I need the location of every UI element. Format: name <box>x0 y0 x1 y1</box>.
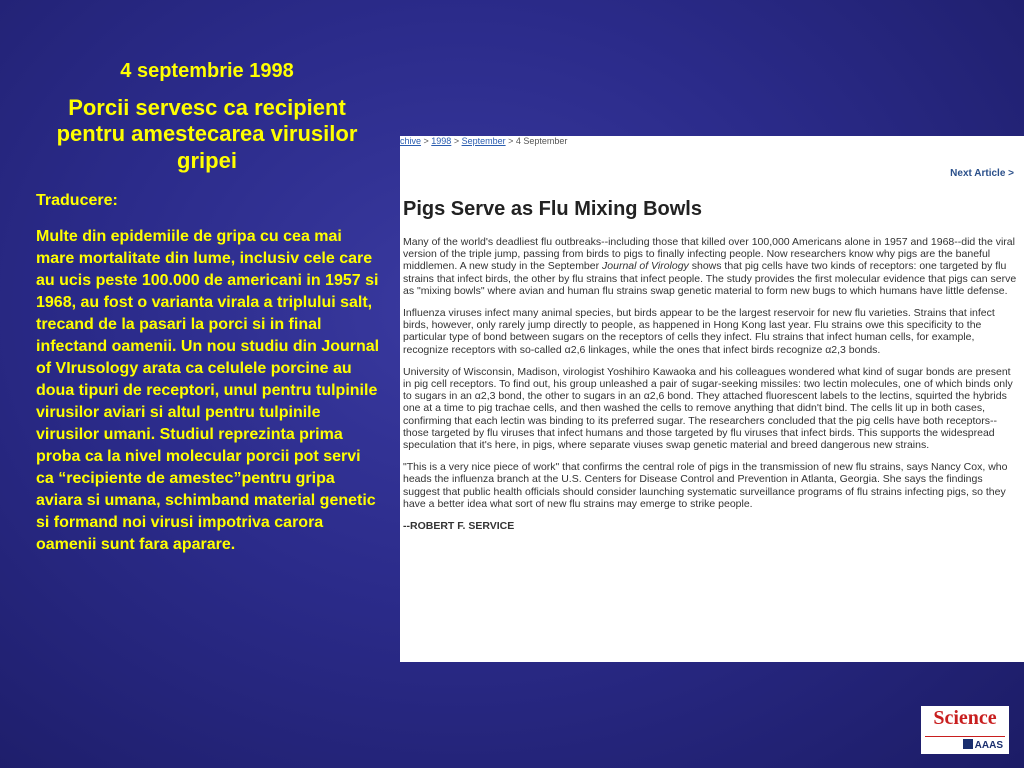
article-paragraph-1: Many of the world's deadliest flu outbreaks--including those that killed over 100,000 Americans alone in 1957 and 1968--did the viral version of the triple jump, passing from birds to pigs to finally infecting people. Now researchers know why pigs are the baneful middlemen. A new study in the September Journal of Virology shows that pig cells have two kinds of receptors: one targeted by flu strains that infect birds, the other by flu strains that infect people. The study provides the first molecular evidence that pigs can serve as "mixing bowls" where avian and human flu strains swap genetic material to form new bugs to which humans have little defense. <box>403 236 1017 297</box>
breadcrumb-year-link[interactable]: 1998 <box>431 136 452 146</box>
slide-date: 4 septembrie 1998 <box>120 60 294 82</box>
logo-rule <box>925 736 1005 737</box>
article-paragraph-2: Influenza viruses infect many animal species, but birds appear to be the largest reservoir for new flu varieties. Strains that infect birds, however, only rarely jump directly to people, as happened in Hong Kong last year. Flu strains owe this specificity to the particular type of bond between sugars on the receptors of cells they infect. Flu strains that infect human cells, for example, recognize receptors with so-called α2,6 linkages, while the ones that infect birds recognize α2,3 bonds. <box>403 307 995 356</box>
translation-text: Multe din epidemiile de gripa cu cea mai mare mortalitate din lume, inclusiv cele care au ucis peste 100.000 de americani in 1957 si 1968, au fost o varianta virala a triplului salt, trecand de la pasari la porci si in final infectand oamenii. Un nou studiu din Journal of VIrusology arata ca celulele porcine au doua tipuri de receptori, unul pentru tulpinile virusilor aviari si altul pentru tulpinile virusilor umani. Studiul reprezinta prima proba ca la nivel molecular porcii pot servi ca “recipiente de amestec”pentru gripa aviara si umana, schimband material genetic si formand noi virusi impotriva carora oamenii sunt fara aparare. <box>36 228 380 554</box>
translation-label: Traducere: <box>36 192 118 210</box>
article-headline: Pigs Serve as Flu Mixing Bowls <box>403 198 702 220</box>
article-paragraph-3: University of Wisconsin, Madison, virologist Yoshihiro Kawaoka and his colleagues wondered what kind of sugar bonds are present in pig cell receptors. To find out, his group unleashed a pair of sugar-seeking missiles: two lectin molecules, one of which binds only to sugars in an α2,3 bond, the other to sugars in an α2,6 bond. They attached fluorescent labels to the lectins, squirted the hybrids one at a time to pig trachae cells, and then washed the cells to remove anything that didn't bind. The cells lit up in both cases, confirming that each lectin was binding to its preferred sugar. The researchers concluded that the pig cells have both receptors--those targeted by flu viruses that infect humans and those targeted by flu viruses that infect birds. This supports the widespread speculation that it's here, in pigs, where separate viuses swap genetic material and breed dangerous new strains. <box>403 365 1013 452</box>
next-article-link[interactable]: Next Article > <box>950 168 1014 179</box>
breadcrumb-archive-link[interactable]: chive <box>400 136 422 146</box>
breadcrumb-month-link[interactable]: September <box>461 136 506 146</box>
breadcrumb-current: 4 September <box>515 136 568 146</box>
science-logo <box>921 706 1009 754</box>
article-paragraph-4: "This is a very nice piece of work" that confirms the central role of pigs in the transmission of new flu strains, says Nancy Cox, who heads the influenza branch at the U.S. Centers for Disease Control and Prevention in Atlanta, Georgia. She says the findings suggest that public health officials should consider launching systematic surveillance programs of flu strains infecting pigs, so they have a better idea what sort of new flu strains may emerge to strike people. <box>403 461 1008 510</box>
article-screenshot <box>400 136 1024 662</box>
aaas-mark-icon <box>963 739 973 749</box>
breadcrumb: chive > 1998 > September > 4 September <box>400 136 568 146</box>
slide-title: Porcii servesc ca recipient pentru amestecarea virusilor gripei <box>56 95 358 173</box>
article-body <box>403 236 1019 542</box>
journal-name: Journal of Virology <box>602 260 689 273</box>
aaas-label: AAAS <box>963 739 1003 751</box>
slide-text-panel <box>34 60 380 556</box>
article-signature: --ROBERT F. SERVICE <box>403 520 515 533</box>
science-wordmark: Science <box>933 707 997 729</box>
